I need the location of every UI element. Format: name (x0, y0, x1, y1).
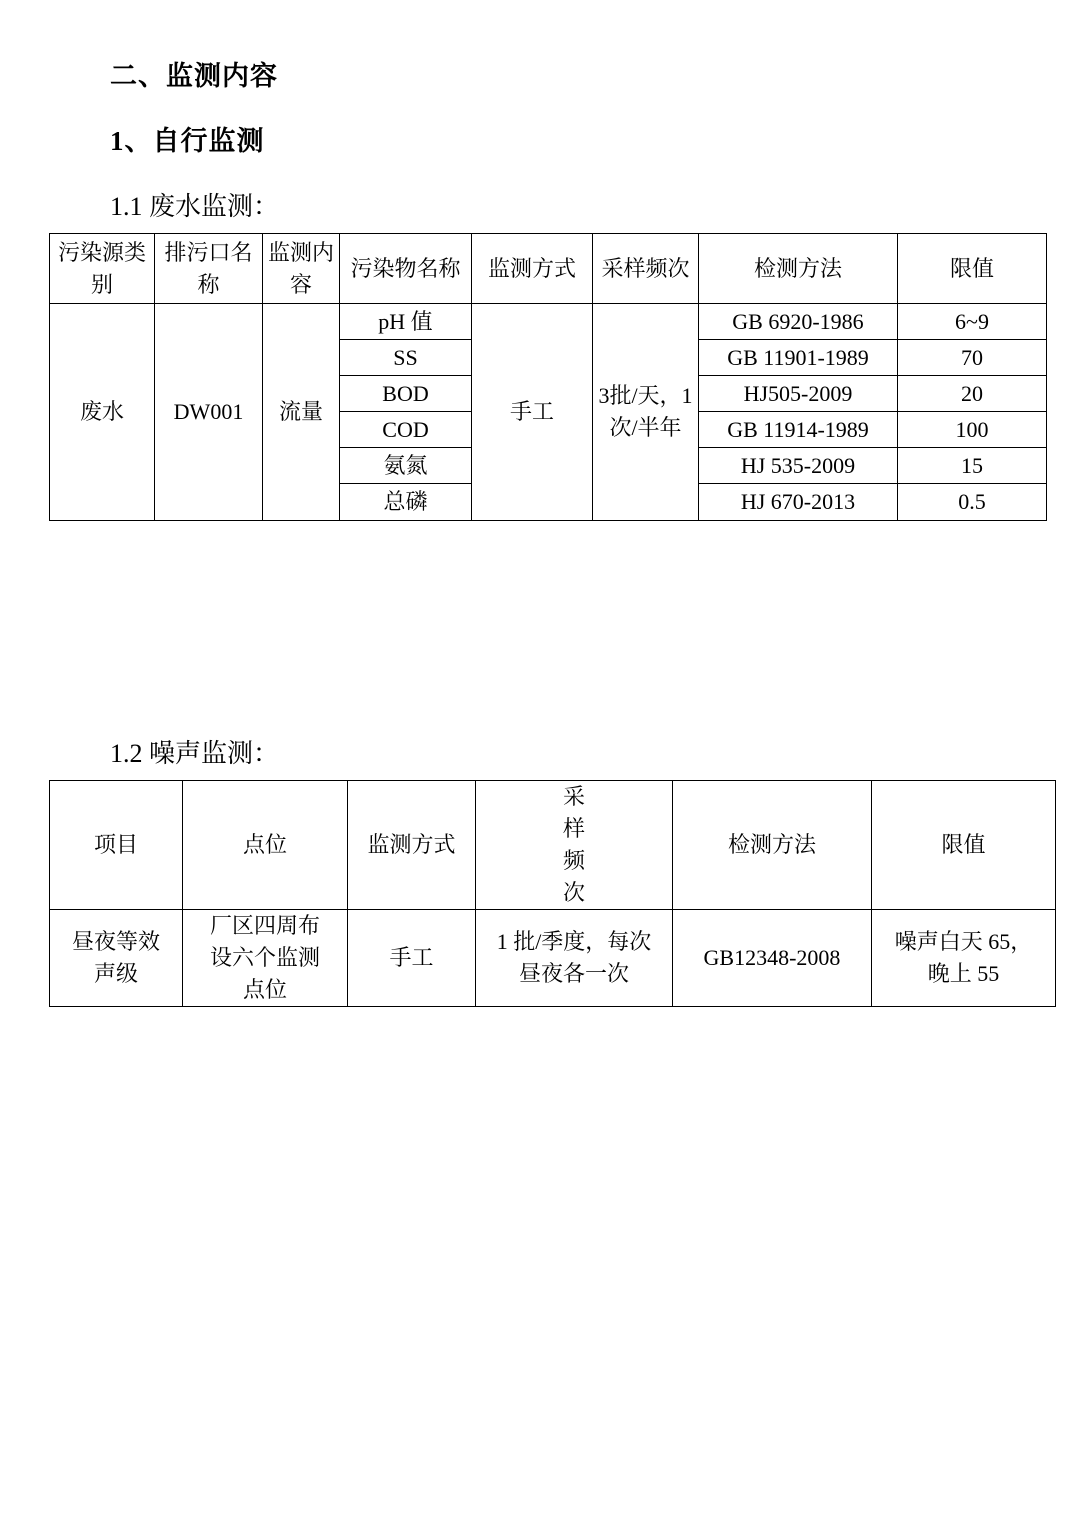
pollutant-cell: COD (340, 412, 472, 448)
table-row (50, 304, 1047, 340)
pollutant-cell: 氨氮 (340, 448, 472, 484)
limit-cell: 6~9 (898, 304, 1047, 340)
mode-cell: 手工 (472, 304, 593, 521)
method-cell: GB 6920-1986 (699, 304, 898, 340)
header-limit: 限值 (872, 781, 1056, 910)
pollutant-cell: SS (340, 340, 472, 376)
header-pollutant: 污染物名称 (340, 234, 472, 304)
item-cell: 昼夜等效声级 (50, 910, 183, 1007)
header-outlet-name: 排污口名称 (155, 234, 263, 304)
method-cell: GB 11901-1989 (699, 340, 898, 376)
wastewater-header-row (50, 234, 1047, 304)
header-limit: 限值 (898, 234, 1047, 304)
limit-cell: 70 (898, 340, 1047, 376)
header-frequency: 采样频次 (476, 781, 673, 910)
method-cell: GB 11914-1989 (699, 412, 898, 448)
limit-cell: 20 (898, 376, 1047, 412)
pollutant-cell: 总磷 (340, 484, 472, 521)
header-method: 检测方法 (673, 781, 872, 910)
method-cell: HJ505-2009 (699, 376, 898, 412)
frequency-cell: 3批/天，1次/半年 (593, 304, 699, 521)
limit-cell: 100 (898, 412, 1047, 448)
subsection-title: 1、自行监测 (110, 126, 265, 156)
limit-cell: 15 (898, 448, 1047, 484)
header-location: 点位 (183, 781, 348, 910)
noise-table (49, 780, 1056, 1007)
outlet-name-cell: DW001 (155, 304, 263, 521)
noise-title: 1.2 噪声监测： (110, 739, 280, 768)
header-mode: 监测方式 (348, 781, 476, 910)
limit-cell: 0.5 (898, 484, 1047, 521)
section-title: 二、监测内容 (110, 61, 278, 91)
table-row (50, 910, 1056, 1007)
header-item: 项目 (50, 781, 183, 910)
pollutant-cell: pH 值 (340, 304, 472, 340)
source-type-cell: 废水 (50, 304, 155, 521)
method-cell: GB12348-2008 (673, 910, 872, 1007)
method-cell: HJ 535-2009 (699, 448, 898, 484)
frequency-cell: 1 批/季度，每次昼夜各一次 (476, 910, 673, 1007)
wastewater-table (49, 233, 1047, 521)
header-content: 监测内容 (263, 234, 340, 304)
limit-cell: 噪声白天 65，晚上 55 (872, 910, 1056, 1007)
header-method: 检测方法 (699, 234, 898, 304)
header-frequency: 采样频次 (593, 234, 699, 304)
noise-header-row (50, 781, 1056, 910)
mode-cell: 手工 (348, 910, 476, 1007)
method-cell: HJ 670-2013 (699, 484, 898, 521)
wastewater-title: 1.1 废水监测： (110, 192, 280, 221)
pollutant-cell: BOD (340, 376, 472, 412)
header-source-type: 污染源类别 (50, 234, 155, 304)
content-cell: 流量 (263, 304, 340, 521)
header-mode: 监测方式 (472, 234, 593, 304)
location-cell: 厂区四周布设六个监测点位 (183, 910, 348, 1007)
